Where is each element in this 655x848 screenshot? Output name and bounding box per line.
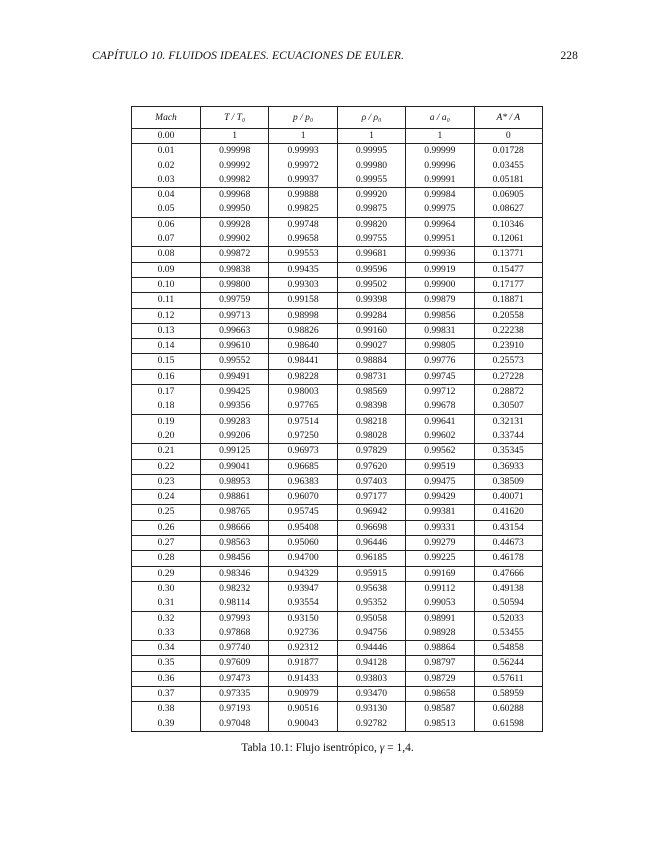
value-cell: 0.03455	[474, 159, 542, 173]
value-cell: 0.99856	[406, 308, 474, 323]
table-body	[132, 129, 543, 732]
value-cell: 0.97740	[201, 641, 269, 656]
table-row	[132, 308, 543, 323]
mach-cell: 0.08	[132, 247, 201, 262]
value-cell: 0.91433	[269, 671, 337, 686]
value-cell: 0.96942	[337, 505, 405, 520]
value-cell: 0.99937	[269, 173, 337, 188]
value-cell: 0.99435	[269, 262, 337, 277]
mach-cell: 0.07	[132, 232, 201, 247]
value-cell: 0.40071	[474, 490, 542, 505]
value-cell: 0.99158	[269, 293, 337, 308]
value-cell: 0.99748	[269, 217, 337, 232]
value-cell: 0.93947	[269, 581, 337, 596]
value-cell: 0.99381	[406, 505, 474, 520]
column-header: T / T₀	[201, 107, 269, 129]
caption-gamma: γ	[379, 742, 385, 754]
value-cell: 0.12061	[474, 232, 542, 247]
value-cell: 0.99755	[337, 232, 405, 247]
value-cell: 0.99027	[337, 339, 405, 354]
value-cell: 0.98003	[269, 385, 337, 400]
table-row	[132, 262, 543, 277]
value-cell: 0.98587	[406, 702, 474, 717]
value-cell: 0.99678	[406, 399, 474, 414]
value-cell: 0.93150	[269, 611, 337, 626]
value-cell: 0.99982	[201, 173, 269, 188]
value-cell: 0.99331	[406, 520, 474, 535]
column-header: ρ / ρ₀	[337, 107, 405, 129]
value-cell: 0.99225	[406, 551, 474, 566]
table-row	[132, 247, 543, 262]
value-cell: 0.97765	[269, 399, 337, 414]
value-cell: 0.94128	[337, 656, 405, 671]
value-cell: 0.27228	[474, 369, 542, 384]
value-cell: 0.97829	[337, 444, 405, 459]
value-cell: 0.41620	[474, 505, 542, 520]
mach-cell: 0.06	[132, 217, 201, 232]
value-cell: 0.60288	[474, 702, 542, 717]
table-row	[132, 656, 543, 671]
table-row	[132, 641, 543, 656]
value-cell: 0.38509	[474, 474, 542, 489]
value-cell: 0.99279	[406, 536, 474, 551]
value-cell: 0.95352	[337, 596, 405, 611]
value-cell: 0.99745	[406, 369, 474, 384]
table-row	[132, 686, 543, 701]
value-cell: 0.06905	[474, 188, 542, 203]
value-cell: 0.96698	[337, 520, 405, 535]
value-cell: 0.99553	[269, 247, 337, 262]
mach-cell: 0.31	[132, 596, 201, 611]
mach-cell: 0.14	[132, 339, 201, 354]
value-cell: 0.90979	[269, 686, 337, 701]
value-cell: 0.99968	[201, 188, 269, 203]
value-cell: 1	[269, 129, 337, 144]
table-row	[132, 474, 543, 489]
mach-cell: 0.05	[132, 202, 201, 217]
table-row	[132, 144, 543, 159]
table-row	[132, 459, 543, 474]
value-cell: 0.99820	[337, 217, 405, 232]
value-cell: 0.99800	[201, 277, 269, 292]
value-cell: 0.97620	[337, 459, 405, 474]
value-cell: 0.99902	[201, 232, 269, 247]
value-cell: 0	[474, 129, 542, 144]
value-cell: 0.28872	[474, 385, 542, 400]
value-cell: 0.95638	[337, 581, 405, 596]
value-cell: 0.98456	[201, 551, 269, 566]
mach-cell: 0.22	[132, 459, 201, 474]
value-cell: 0.92736	[269, 626, 337, 641]
value-cell: 0.97403	[337, 474, 405, 489]
column-header: Mach	[132, 107, 201, 129]
value-cell: 0.94700	[269, 551, 337, 566]
value-cell: 0.99872	[201, 247, 269, 262]
value-cell: 0.99950	[201, 202, 269, 217]
column-header: p / p₀	[269, 107, 337, 129]
running-head	[92, 50, 578, 66]
value-cell: 0.92782	[337, 717, 405, 732]
value-cell: 0.98346	[201, 566, 269, 581]
mach-cell: 0.10	[132, 277, 201, 292]
table-row	[132, 566, 543, 581]
value-cell: 0.20558	[474, 308, 542, 323]
mach-cell: 0.01	[132, 144, 201, 159]
table-row	[132, 414, 543, 429]
table-row	[132, 277, 543, 292]
column-header: a / a₀	[406, 107, 474, 129]
value-cell: 0.96446	[337, 536, 405, 551]
value-cell: 0.99825	[269, 202, 337, 217]
caption-text: Tabla 10.1: Flujo isentrópico,	[241, 742, 380, 754]
mach-cell: 0.16	[132, 369, 201, 384]
value-cell: 0.99596	[337, 262, 405, 277]
value-cell: 0.96383	[269, 474, 337, 489]
caption-value: = 1,4.	[384, 742, 414, 754]
value-cell: 0.98569	[337, 385, 405, 400]
value-cell: 0.97514	[269, 414, 337, 429]
value-cell: 0.10346	[474, 217, 542, 232]
value-cell: 0.25573	[474, 354, 542, 369]
value-cell: 0.99112	[406, 581, 474, 596]
value-cell: 0.17177	[474, 277, 542, 292]
value-cell: 0.99041	[201, 459, 269, 474]
value-cell: 0.99681	[337, 247, 405, 262]
table-row	[132, 505, 543, 520]
value-cell: 0.99356	[201, 399, 269, 414]
value-cell: 0.44673	[474, 536, 542, 551]
value-cell: 0.99610	[201, 339, 269, 354]
value-cell: 0.57611	[474, 671, 542, 686]
mach-cell: 0.15	[132, 354, 201, 369]
value-cell: 0.99831	[406, 323, 474, 338]
value-cell: 0.56244	[474, 656, 542, 671]
value-cell: 0.49138	[474, 581, 542, 596]
table-row	[132, 536, 543, 551]
value-cell: 0.98884	[337, 354, 405, 369]
table-row	[132, 173, 543, 188]
value-cell: 0.99502	[337, 277, 405, 292]
table-row	[132, 626, 543, 641]
value-cell: 0.99980	[337, 159, 405, 173]
value-cell: 0.94329	[269, 566, 337, 581]
value-cell: 0.98826	[269, 323, 337, 338]
value-cell: 0.99879	[406, 293, 474, 308]
value-cell: 0.98658	[406, 686, 474, 701]
value-cell: 0.98441	[269, 354, 337, 369]
mach-cell: 0.18	[132, 399, 201, 414]
value-cell: 0.98998	[269, 308, 337, 323]
value-cell: 0.18871	[474, 293, 542, 308]
value-cell: 0.58959	[474, 686, 542, 701]
value-cell: 0.98228	[269, 369, 337, 384]
value-cell: 0.96973	[269, 444, 337, 459]
value-cell: 0.99663	[201, 323, 269, 338]
value-cell: 0.99875	[337, 202, 405, 217]
table-row	[132, 339, 543, 354]
table-row	[132, 429, 543, 444]
mach-cell: 0.26	[132, 520, 201, 535]
value-cell: 0.97048	[201, 717, 269, 732]
value-cell: 0.23910	[474, 339, 542, 354]
value-cell: 0.99964	[406, 217, 474, 232]
value-cell: 0.99169	[406, 566, 474, 581]
value-cell: 1	[201, 129, 269, 144]
value-cell: 0.43154	[474, 520, 542, 535]
value-cell: 0.99991	[406, 173, 474, 188]
value-cell: 0.97250	[269, 429, 337, 444]
value-cell: 0.98563	[201, 536, 269, 551]
value-cell: 0.99900	[406, 277, 474, 292]
isentropic-flow-table	[131, 106, 543, 732]
value-cell: 1	[337, 129, 405, 144]
value-cell: 0.99992	[201, 159, 269, 173]
value-cell: 0.08627	[474, 202, 542, 217]
value-cell: 0.99641	[406, 414, 474, 429]
value-cell: 0.98513	[406, 717, 474, 732]
table-row	[132, 129, 543, 144]
value-cell: 0.35345	[474, 444, 542, 459]
value-cell: 0.93470	[337, 686, 405, 701]
value-cell: 1	[406, 129, 474, 144]
table-row	[132, 232, 543, 247]
mach-cell: 0.30	[132, 581, 201, 596]
value-cell: 0.98765	[201, 505, 269, 520]
value-cell: 0.99658	[269, 232, 337, 247]
value-cell: 0.99993	[269, 144, 337, 159]
value-cell: 0.98398	[337, 399, 405, 414]
table-header-row	[132, 107, 543, 129]
table-row	[132, 159, 543, 173]
value-cell: 0.96070	[269, 490, 337, 505]
value-cell: 0.99920	[337, 188, 405, 203]
value-cell: 0.99888	[269, 188, 337, 203]
mach-cell: 0.34	[132, 641, 201, 656]
value-cell: 0.54858	[474, 641, 542, 656]
value-cell: 0.90043	[269, 717, 337, 732]
value-cell: 0.61598	[474, 717, 542, 732]
value-cell: 0.99936	[406, 247, 474, 262]
value-cell: 0.94756	[337, 626, 405, 641]
table-row	[132, 551, 543, 566]
value-cell: 0.99519	[406, 459, 474, 474]
mach-cell: 0.12	[132, 308, 201, 323]
value-cell: 0.50594	[474, 596, 542, 611]
value-cell: 0.99398	[337, 293, 405, 308]
value-cell: 0.98861	[201, 490, 269, 505]
table-row	[132, 369, 543, 384]
mach-cell: 0.09	[132, 262, 201, 277]
value-cell: 0.98640	[269, 339, 337, 354]
mach-cell: 0.27	[132, 536, 201, 551]
value-cell: 0.15477	[474, 262, 542, 277]
value-cell: 0.97993	[201, 611, 269, 626]
value-cell: 0.47666	[474, 566, 542, 581]
value-cell: 0.96185	[337, 551, 405, 566]
table-row	[132, 717, 543, 732]
mach-cell: 0.32	[132, 611, 201, 626]
value-cell: 0.93130	[337, 702, 405, 717]
value-cell: 0.13771	[474, 247, 542, 262]
table-row	[132, 293, 543, 308]
value-cell: 0.99776	[406, 354, 474, 369]
value-cell: 0.99552	[201, 354, 269, 369]
mach-cell: 0.39	[132, 717, 201, 732]
value-cell: 0.22238	[474, 323, 542, 338]
mach-cell: 0.38	[132, 702, 201, 717]
value-cell: 0.05181	[474, 173, 542, 188]
value-cell: 0.97473	[201, 671, 269, 686]
value-cell: 0.99284	[337, 308, 405, 323]
value-cell: 0.98666	[201, 520, 269, 535]
value-cell: 0.96685	[269, 459, 337, 474]
value-cell: 0.36933	[474, 459, 542, 474]
value-cell: 0.98928	[406, 626, 474, 641]
mach-cell: 0.03	[132, 173, 201, 188]
table-row	[132, 217, 543, 232]
value-cell: 0.99160	[337, 323, 405, 338]
table-row	[132, 611, 543, 626]
value-cell: 0.99562	[406, 444, 474, 459]
value-cell: 0.99919	[406, 262, 474, 277]
value-cell: 0.46178	[474, 551, 542, 566]
table-row	[132, 399, 543, 414]
value-cell: 0.94446	[337, 641, 405, 656]
value-cell: 0.33744	[474, 429, 542, 444]
table-row	[132, 490, 543, 505]
mach-cell: 0.00	[132, 129, 201, 144]
value-cell: 0.98864	[406, 641, 474, 656]
value-cell: 0.90516	[269, 702, 337, 717]
value-cell: 0.99475	[406, 474, 474, 489]
value-cell: 0.99303	[269, 277, 337, 292]
value-cell: 0.97868	[201, 626, 269, 641]
value-cell: 0.99429	[406, 490, 474, 505]
value-cell: 0.99955	[337, 173, 405, 188]
value-cell: 0.99999	[406, 144, 474, 159]
value-cell: 0.98114	[201, 596, 269, 611]
value-cell: 0.97335	[201, 686, 269, 701]
value-cell: 0.99998	[201, 144, 269, 159]
value-cell: 0.95745	[269, 505, 337, 520]
table-row	[132, 188, 543, 203]
chapter-title: CAPÍTULO 10. FLUIDOS IDEALES. ECUACIONES DE EULER.	[92, 50, 404, 62]
value-cell: 0.32131	[474, 414, 542, 429]
mach-cell: 0.37	[132, 686, 201, 701]
value-cell: 0.98797	[406, 656, 474, 671]
value-cell: 0.98731	[337, 369, 405, 384]
mach-cell: 0.19	[132, 414, 201, 429]
value-cell: 0.99713	[201, 308, 269, 323]
value-cell: 0.99125	[201, 444, 269, 459]
value-cell: 0.98218	[337, 414, 405, 429]
mach-cell: 0.04	[132, 188, 201, 203]
value-cell: 0.91877	[269, 656, 337, 671]
value-cell: 0.99928	[201, 217, 269, 232]
value-cell: 0.98232	[201, 581, 269, 596]
table-row	[132, 581, 543, 596]
value-cell: 0.95058	[337, 611, 405, 626]
table-row	[132, 702, 543, 717]
mach-cell: 0.11	[132, 293, 201, 308]
table-row	[132, 202, 543, 217]
mach-cell: 0.29	[132, 566, 201, 581]
value-cell: 0.99972	[269, 159, 337, 173]
mach-cell: 0.25	[132, 505, 201, 520]
mach-cell: 0.33	[132, 626, 201, 641]
value-cell: 0.95408	[269, 520, 337, 535]
value-cell: 0.93803	[337, 671, 405, 686]
table-row	[132, 354, 543, 369]
mach-cell: 0.17	[132, 385, 201, 400]
page-number: 228	[560, 50, 578, 62]
table-row	[132, 385, 543, 400]
value-cell: 0.95060	[269, 536, 337, 551]
value-cell: 0.30507	[474, 399, 542, 414]
mach-cell: 0.21	[132, 444, 201, 459]
value-cell: 0.99759	[201, 293, 269, 308]
value-cell: 0.95915	[337, 566, 405, 581]
value-cell: 0.99996	[406, 159, 474, 173]
table-row	[132, 520, 543, 535]
value-cell: 0.99995	[337, 144, 405, 159]
value-cell: 0.98028	[337, 429, 405, 444]
value-cell: 0.99951	[406, 232, 474, 247]
mach-cell: 0.35	[132, 656, 201, 671]
table-row	[132, 323, 543, 338]
mach-cell: 0.36	[132, 671, 201, 686]
value-cell: 0.93554	[269, 596, 337, 611]
value-cell: 0.92312	[269, 641, 337, 656]
value-cell: 0.98991	[406, 611, 474, 626]
value-cell: 0.01728	[474, 144, 542, 159]
mach-cell: 0.23	[132, 474, 201, 489]
value-cell: 0.52033	[474, 611, 542, 626]
value-cell: 0.98729	[406, 671, 474, 686]
value-cell: 0.97609	[201, 656, 269, 671]
value-cell: 0.99602	[406, 429, 474, 444]
value-cell: 0.97193	[201, 702, 269, 717]
value-cell: 0.99805	[406, 339, 474, 354]
mach-cell: 0.28	[132, 551, 201, 566]
value-cell: 0.98953	[201, 474, 269, 489]
value-cell: 0.99491	[201, 369, 269, 384]
value-cell: 0.99712	[406, 385, 474, 400]
value-cell: 0.97177	[337, 490, 405, 505]
value-cell: 0.99984	[406, 188, 474, 203]
mach-cell: 0.02	[132, 159, 201, 173]
mach-cell: 0.13	[132, 323, 201, 338]
value-cell: 0.99425	[201, 385, 269, 400]
value-cell: 0.99838	[201, 262, 269, 277]
mach-cell: 0.24	[132, 490, 201, 505]
column-header: A* / A	[474, 107, 542, 129]
mach-cell: 0.20	[132, 429, 201, 444]
value-cell: 0.99283	[201, 414, 269, 429]
table-caption	[0, 742, 655, 754]
value-cell: 0.53455	[474, 626, 542, 641]
value-cell: 0.99053	[406, 596, 474, 611]
table-row	[132, 596, 543, 611]
value-cell: 0.99206	[201, 429, 269, 444]
table-row	[132, 444, 543, 459]
value-cell: 0.99975	[406, 202, 474, 217]
table-row	[132, 671, 543, 686]
